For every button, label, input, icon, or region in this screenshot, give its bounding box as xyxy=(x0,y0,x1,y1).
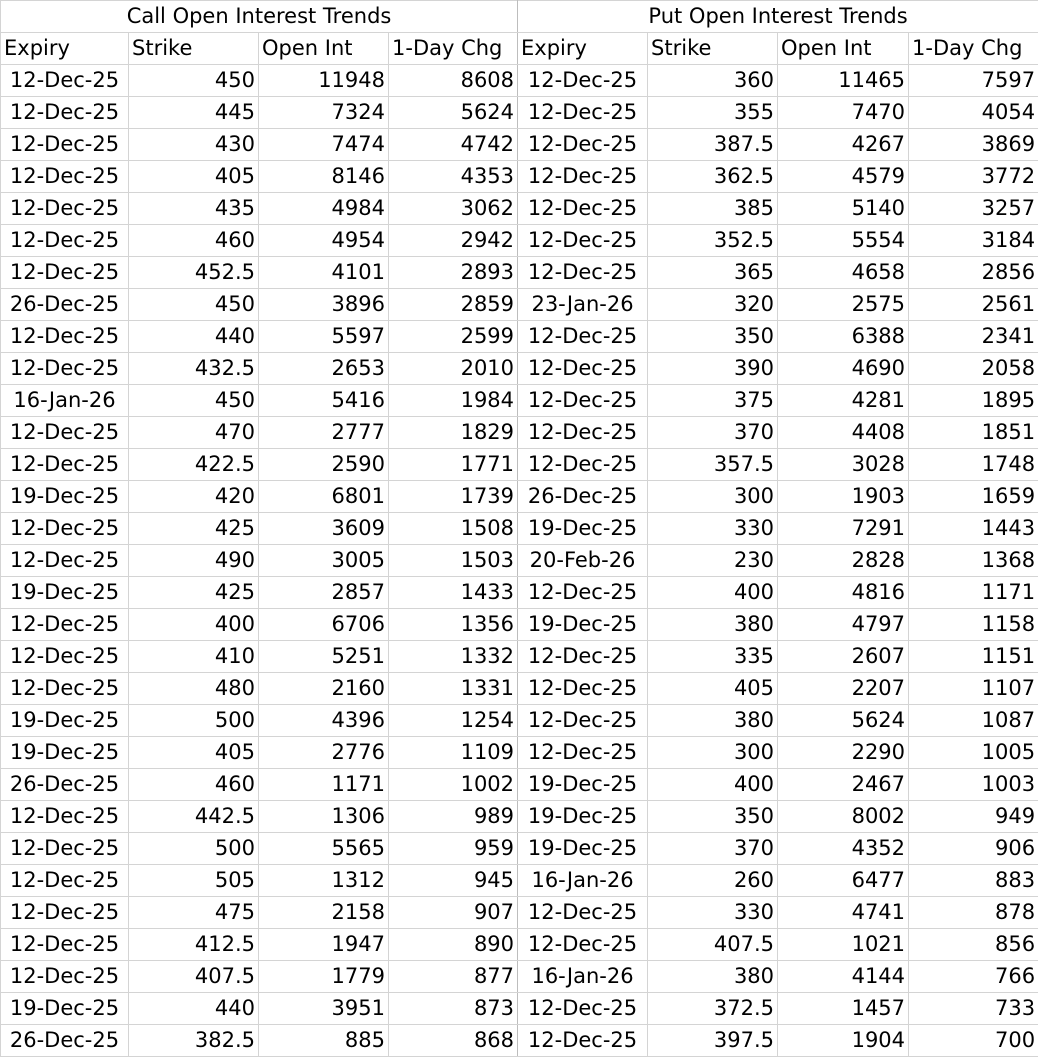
put-strike-cell[interactable]: 330 xyxy=(648,513,778,545)
call-1day-chg-cell[interactable]: 4353 xyxy=(389,161,518,193)
call-expiry-cell[interactable]: 12-Dec-25 xyxy=(1,673,129,705)
put-1day-chg-cell[interactable]: 883 xyxy=(909,865,1038,897)
call-open-int-cell[interactable]: 11948 xyxy=(259,65,389,97)
put-open-int-cell[interactable]: 4658 xyxy=(778,257,909,289)
put-strike-cell[interactable]: 350 xyxy=(648,801,778,833)
call-strike-cell[interactable]: 412.5 xyxy=(129,929,259,961)
call-strike-cell[interactable]: 505 xyxy=(129,865,259,897)
put-strike-cell[interactable]: 400 xyxy=(648,769,778,801)
put-expiry-cell[interactable]: 12-Dec-25 xyxy=(518,641,648,673)
put-open-int-cell[interactable]: 4144 xyxy=(778,961,909,993)
put-1day-chg-cell[interactable]: 2058 xyxy=(909,353,1038,385)
table-row xyxy=(1,1025,1038,1057)
call-open-int-cell[interactable]: 2590 xyxy=(259,449,389,481)
put-expiry-cell[interactable]: 12-Dec-25 xyxy=(518,1025,648,1057)
call-open-int-cell[interactable]: 5565 xyxy=(259,833,389,865)
put-1day-chg-cell[interactable]: 1659 xyxy=(909,481,1038,513)
call-expiry-cell[interactable]: 12-Dec-25 xyxy=(1,353,129,385)
put-expiry-cell[interactable]: 12-Dec-25 xyxy=(518,577,648,609)
put-strike-header[interactable]: Strike xyxy=(648,33,778,65)
put-1day-chg-cell[interactable]: 1158 xyxy=(909,609,1038,641)
put-open-int-cell[interactable]: 1904 xyxy=(778,1025,909,1057)
call-strike-cell[interactable]: 400 xyxy=(129,609,259,641)
call-open-int-cell[interactable]: 2777 xyxy=(259,417,389,449)
put-strike-cell[interactable]: 405 xyxy=(648,673,778,705)
call-strike-cell[interactable]: 440 xyxy=(129,321,259,353)
put-open-int-cell[interactable]: 6477 xyxy=(778,865,909,897)
call-1day-chg-cell[interactable]: 989 xyxy=(389,801,518,833)
put-open-int-cell[interactable]: 6388 xyxy=(778,321,909,353)
put-open-int-cell[interactable]: 4281 xyxy=(778,385,909,417)
call-strike-cell[interactable]: 430 xyxy=(129,129,259,161)
put-strike-cell[interactable]: 407.5 xyxy=(648,929,778,961)
put-open-int-cell[interactable]: 4352 xyxy=(778,833,909,865)
put-strike-cell[interactable]: 300 xyxy=(648,481,778,513)
put-1day-chg-cell[interactable]: 766 xyxy=(909,961,1038,993)
call-1day-chg-cell[interactable]: 959 xyxy=(389,833,518,865)
call-1day-chg-cell[interactable]: 1332 xyxy=(389,641,518,673)
put-open-int-cell[interactable]: 4741 xyxy=(778,897,909,929)
call-expiry-cell[interactable]: 12-Dec-25 xyxy=(1,865,129,897)
put-open-int-cell[interactable]: 7291 xyxy=(778,513,909,545)
call-1day-chg-cell[interactable]: 1739 xyxy=(389,481,518,513)
call-open-int-header[interactable]: Open Int xyxy=(259,33,389,65)
call-strike-cell[interactable]: 470 xyxy=(129,417,259,449)
put-strike-cell[interactable]: 357.5 xyxy=(648,449,778,481)
put-expiry-cell[interactable]: 26-Dec-25 xyxy=(518,481,648,513)
put-open-int-cell[interactable]: 5624 xyxy=(778,705,909,737)
put-1day-chg-cell[interactable]: 878 xyxy=(909,897,1038,929)
call-strike-cell[interactable]: 410 xyxy=(129,641,259,673)
table-row xyxy=(1,97,1038,129)
call-open-int-cell[interactable]: 5251 xyxy=(259,641,389,673)
put-strike-cell[interactable]: 387.5 xyxy=(648,129,778,161)
put-strike-cell[interactable]: 300 xyxy=(648,737,778,769)
call-expiry-cell[interactable]: 12-Dec-25 xyxy=(1,321,129,353)
table-row xyxy=(1,65,1038,97)
put-1day-chg-cell[interactable]: 1003 xyxy=(909,769,1038,801)
call-1day-chg-cell[interactable]: 5624 xyxy=(389,97,518,129)
table-row xyxy=(1,257,1038,289)
put-open-int-cell[interactable]: 5554 xyxy=(778,225,909,257)
call-strike-cell[interactable]: 405 xyxy=(129,737,259,769)
put-1day-chg-cell[interactable]: 949 xyxy=(909,801,1038,833)
put-strike-cell[interactable]: 380 xyxy=(648,609,778,641)
table-row xyxy=(1,289,1038,321)
table-row xyxy=(1,833,1038,865)
put-1day-chg-cell[interactable]: 1748 xyxy=(909,449,1038,481)
call-strike-cell[interactable]: 432.5 xyxy=(129,353,259,385)
call-open-int-cell[interactable]: 3005 xyxy=(259,545,389,577)
put-open-int-cell[interactable]: 2290 xyxy=(778,737,909,769)
put-open-int-cell[interactable]: 11465 xyxy=(778,65,909,97)
table-row xyxy=(1,129,1038,161)
call-open-int-cell[interactable]: 3896 xyxy=(259,289,389,321)
put-1day-chg-header[interactable]: 1-Day Chg xyxy=(909,33,1038,65)
put-strike-cell[interactable]: 390 xyxy=(648,353,778,385)
header-row xyxy=(1,33,1038,65)
put-1day-chg-cell[interactable]: 1851 xyxy=(909,417,1038,449)
call-1day-chg-cell[interactable]: 1109 xyxy=(389,737,518,769)
put-strike-cell[interactable]: 400 xyxy=(648,577,778,609)
call-expiry-cell[interactable]: 12-Dec-25 xyxy=(1,801,129,833)
put-open-int-cell[interactable]: 4408 xyxy=(778,417,909,449)
call-open-int-cell[interactable]: 1306 xyxy=(259,801,389,833)
call-strike-cell[interactable]: 422.5 xyxy=(129,449,259,481)
call-1day-chg-cell[interactable]: 1002 xyxy=(389,769,518,801)
call-expiry-header[interactable]: Expiry xyxy=(1,33,129,65)
table-row xyxy=(1,641,1038,673)
put-strike-cell[interactable]: 360 xyxy=(648,65,778,97)
call-open-int-cell[interactable]: 1312 xyxy=(259,865,389,897)
put-1day-chg-cell[interactable]: 1443 xyxy=(909,513,1038,545)
put-1day-chg-cell[interactable]: 1895 xyxy=(909,385,1038,417)
call-strike-cell[interactable]: 450 xyxy=(129,385,259,417)
call-expiry-cell[interactable]: 12-Dec-25 xyxy=(1,193,129,225)
put-open-int-cell[interactable]: 1457 xyxy=(778,993,909,1025)
put-open-int-cell[interactable]: 2607 xyxy=(778,641,909,673)
call-1day-chg-cell[interactable]: 873 xyxy=(389,993,518,1025)
call-1day-chg-cell[interactable]: 877 xyxy=(389,961,518,993)
put-1day-chg-cell[interactable]: 4054 xyxy=(909,97,1038,129)
call-open-int-cell[interactable]: 7324 xyxy=(259,97,389,129)
call-open-int-cell[interactable]: 5416 xyxy=(259,385,389,417)
call-expiry-cell[interactable]: 12-Dec-25 xyxy=(1,513,129,545)
put-expiry-cell[interactable]: 19-Dec-25 xyxy=(518,513,648,545)
call-expiry-cell[interactable]: 12-Dec-25 xyxy=(1,609,129,641)
call-open-int-cell[interactable]: 3951 xyxy=(259,993,389,1025)
put-expiry-cell[interactable]: 12-Dec-25 xyxy=(518,161,648,193)
call-open-int-cell[interactable]: 885 xyxy=(259,1025,389,1057)
put-strike-cell[interactable]: 370 xyxy=(648,417,778,449)
put-expiry-cell[interactable]: 12-Dec-25 xyxy=(518,353,648,385)
put-expiry-cell[interactable]: 12-Dec-25 xyxy=(518,449,648,481)
put-open-int-cell[interactable]: 2575 xyxy=(778,289,909,321)
call-open-int-cell[interactable]: 2857 xyxy=(259,577,389,609)
call-expiry-cell[interactable]: 26-Dec-25 xyxy=(1,1025,129,1057)
table-row xyxy=(1,961,1038,993)
put-strike-cell[interactable]: 355 xyxy=(648,97,778,129)
call-expiry-cell[interactable]: 12-Dec-25 xyxy=(1,545,129,577)
put-strike-cell[interactable]: 362.5 xyxy=(648,161,778,193)
call-open-int-cell[interactable]: 2160 xyxy=(259,673,389,705)
put-1day-chg-cell[interactable]: 1005 xyxy=(909,737,1038,769)
put-strike-cell[interactable]: 365 xyxy=(648,257,778,289)
put-expiry-cell[interactable]: 12-Dec-25 xyxy=(518,257,648,289)
call-open-int-cell[interactable]: 4984 xyxy=(259,193,389,225)
call-strike-cell[interactable]: 490 xyxy=(129,545,259,577)
table-row xyxy=(1,801,1038,833)
call-strike-cell[interactable]: 452.5 xyxy=(129,257,259,289)
call-strike-cell[interactable]: 420 xyxy=(129,481,259,513)
put-open-int-cell[interactable]: 2467 xyxy=(778,769,909,801)
call-1day-chg-cell[interactable]: 3062 xyxy=(389,193,518,225)
call-strike-cell[interactable]: 500 xyxy=(129,705,259,737)
call-open-int-cell[interactable]: 6801 xyxy=(259,481,389,513)
call-open-int-cell[interactable]: 2776 xyxy=(259,737,389,769)
put-expiry-cell[interactable]: 12-Dec-25 xyxy=(518,385,648,417)
call-open-int-cell[interactable]: 5597 xyxy=(259,321,389,353)
put-strike-cell[interactable]: 370 xyxy=(648,833,778,865)
call-expiry-cell[interactable]: 19-Dec-25 xyxy=(1,993,129,1025)
call-1day-chg-cell[interactable]: 2010 xyxy=(389,353,518,385)
call-expiry-cell[interactable]: 12-Dec-25 xyxy=(1,161,129,193)
put-open-int-cell[interactable]: 2828 xyxy=(778,545,909,577)
call-strike-cell[interactable]: 445 xyxy=(129,97,259,129)
put-expiry-cell[interactable]: 12-Dec-25 xyxy=(518,673,648,705)
put-expiry-cell[interactable]: 20-Feb-26 xyxy=(518,545,648,577)
put-1day-chg-cell[interactable]: 1087 xyxy=(909,705,1038,737)
table-row xyxy=(1,929,1038,961)
call-expiry-cell[interactable]: 19-Dec-25 xyxy=(1,737,129,769)
call-1day-chg-cell[interactable]: 890 xyxy=(389,929,518,961)
call-1day-chg-cell[interactable]: 2942 xyxy=(389,225,518,257)
call-expiry-cell[interactable]: 26-Dec-25 xyxy=(1,769,129,801)
call-expiry-cell[interactable]: 19-Dec-25 xyxy=(1,481,129,513)
call-expiry-cell[interactable]: 12-Dec-25 xyxy=(1,225,129,257)
put-1day-chg-cell[interactable]: 3184 xyxy=(909,225,1038,257)
call-1day-chg-cell[interactable]: 1829 xyxy=(389,417,518,449)
call-strike-cell[interactable]: 425 xyxy=(129,513,259,545)
call-strike-cell[interactable]: 435 xyxy=(129,193,259,225)
table-row xyxy=(1,577,1038,609)
put-expiry-cell[interactable]: 12-Dec-25 xyxy=(518,897,648,929)
call-expiry-cell[interactable]: 12-Dec-25 xyxy=(1,449,129,481)
call-expiry-cell[interactable]: 12-Dec-25 xyxy=(1,257,129,289)
call-section-title[interactable]: Call Open Interest Trends xyxy=(1,1,518,33)
call-expiry-cell[interactable]: 19-Dec-25 xyxy=(1,705,129,737)
table-row xyxy=(1,897,1038,929)
call-expiry-cell[interactable]: 19-Dec-25 xyxy=(1,577,129,609)
table-row xyxy=(1,769,1038,801)
put-1day-chg-cell[interactable]: 1171 xyxy=(909,577,1038,609)
call-1day-chg-cell[interactable]: 1433 xyxy=(389,577,518,609)
call-strike-cell[interactable]: 450 xyxy=(129,289,259,321)
put-expiry-cell[interactable]: 12-Dec-25 xyxy=(518,129,648,161)
put-strike-cell[interactable]: 380 xyxy=(648,961,778,993)
call-open-int-cell[interactable]: 2653 xyxy=(259,353,389,385)
call-1day-chg-cell[interactable]: 945 xyxy=(389,865,518,897)
call-1day-chg-cell[interactable]: 1331 xyxy=(389,673,518,705)
put-expiry-cell[interactable]: 16-Jan-26 xyxy=(518,961,648,993)
call-1day-chg-cell[interactable]: 4742 xyxy=(389,129,518,161)
call-expiry-cell[interactable]: 16-Jan-26 xyxy=(1,385,129,417)
put-strike-cell[interactable]: 230 xyxy=(648,545,778,577)
put-open-int-cell[interactable]: 7470 xyxy=(778,97,909,129)
put-strike-cell[interactable]: 397.5 xyxy=(648,1025,778,1057)
put-expiry-cell[interactable]: 16-Jan-26 xyxy=(518,865,648,897)
put-1day-chg-cell[interactable]: 906 xyxy=(909,833,1038,865)
call-expiry-cell[interactable]: 12-Dec-25 xyxy=(1,129,129,161)
call-strike-cell[interactable]: 480 xyxy=(129,673,259,705)
put-expiry-cell[interactable]: 12-Dec-25 xyxy=(518,417,648,449)
put-expiry-cell[interactable]: 12-Dec-25 xyxy=(518,929,648,961)
call-1day-chg-cell[interactable]: 2893 xyxy=(389,257,518,289)
title-row xyxy=(1,1,1038,33)
call-expiry-cell[interactable]: 12-Dec-25 xyxy=(1,897,129,929)
call-1day-chg-cell[interactable]: 1356 xyxy=(389,609,518,641)
put-strike-cell[interactable]: 320 xyxy=(648,289,778,321)
call-1day-chg-header[interactable]: 1-Day Chg xyxy=(389,33,518,65)
call-strike-cell[interactable]: 442.5 xyxy=(129,801,259,833)
call-open-int-cell[interactable]: 1171 xyxy=(259,769,389,801)
call-1day-chg-cell[interactable]: 1254 xyxy=(389,705,518,737)
put-strike-cell[interactable]: 375 xyxy=(648,385,778,417)
call-expiry-cell[interactable]: 12-Dec-25 xyxy=(1,961,129,993)
table-row xyxy=(1,417,1038,449)
put-expiry-cell[interactable]: 23-Jan-26 xyxy=(518,289,648,321)
put-open-int-cell[interactable]: 4816 xyxy=(778,577,909,609)
put-expiry-cell[interactable]: 19-Dec-25 xyxy=(518,609,648,641)
put-1day-chg-cell[interactable]: 1368 xyxy=(909,545,1038,577)
put-1day-chg-cell[interactable]: 2341 xyxy=(909,321,1038,353)
call-strike-cell[interactable]: 440 xyxy=(129,993,259,1025)
table-row xyxy=(1,225,1038,257)
call-open-int-cell[interactable]: 7474 xyxy=(259,129,389,161)
call-1day-chg-cell[interactable]: 868 xyxy=(389,1025,518,1057)
call-strike-cell[interactable]: 405 xyxy=(129,161,259,193)
table-row xyxy=(1,193,1038,225)
call-open-int-cell[interactable]: 4954 xyxy=(259,225,389,257)
put-expiry-cell[interactable]: 19-Dec-25 xyxy=(518,769,648,801)
call-strike-cell[interactable]: 475 xyxy=(129,897,259,929)
put-open-int-cell[interactable]: 3028 xyxy=(778,449,909,481)
call-1day-chg-cell[interactable]: 1503 xyxy=(389,545,518,577)
call-expiry-cell[interactable]: 12-Dec-25 xyxy=(1,929,129,961)
put-open-int-cell[interactable]: 1021 xyxy=(778,929,909,961)
put-expiry-cell[interactable]: 12-Dec-25 xyxy=(518,97,648,129)
put-strike-cell[interactable]: 330 xyxy=(648,897,778,929)
put-expiry-cell[interactable]: 12-Dec-25 xyxy=(518,737,648,769)
put-open-int-cell[interactable]: 1903 xyxy=(778,481,909,513)
call-strike-cell[interactable]: 407.5 xyxy=(129,961,259,993)
table-row xyxy=(1,321,1038,353)
put-strike-cell[interactable]: 372.5 xyxy=(648,993,778,1025)
put-strike-cell[interactable]: 260 xyxy=(648,865,778,897)
call-1day-chg-cell[interactable]: 8608 xyxy=(389,65,518,97)
put-1day-chg-cell[interactable]: 700 xyxy=(909,1025,1038,1057)
call-open-int-cell[interactable]: 6706 xyxy=(259,609,389,641)
put-strike-cell[interactable]: 380 xyxy=(648,705,778,737)
call-strike-cell[interactable]: 500 xyxy=(129,833,259,865)
put-1day-chg-cell[interactable]: 1151 xyxy=(909,641,1038,673)
put-1day-chg-cell[interactable]: 1107 xyxy=(909,673,1038,705)
put-open-int-cell[interactable]: 4690 xyxy=(778,353,909,385)
put-open-int-header[interactable]: Open Int xyxy=(778,33,909,65)
put-open-int-cell[interactable]: 4267 xyxy=(778,129,909,161)
call-expiry-cell[interactable]: 12-Dec-25 xyxy=(1,833,129,865)
table-row xyxy=(1,161,1038,193)
call-1day-chg-cell[interactable]: 907 xyxy=(389,897,518,929)
call-open-int-cell[interactable]: 1947 xyxy=(259,929,389,961)
put-1day-chg-cell[interactable]: 856 xyxy=(909,929,1038,961)
call-expiry-cell[interactable]: 26-Dec-25 xyxy=(1,289,129,321)
put-strike-cell[interactable]: 385 xyxy=(648,193,778,225)
table-row xyxy=(1,385,1038,417)
put-strike-cell[interactable]: 352.5 xyxy=(648,225,778,257)
call-1day-chg-cell[interactable]: 1771 xyxy=(389,449,518,481)
call-expiry-cell[interactable]: 12-Dec-25 xyxy=(1,417,129,449)
table-row xyxy=(1,865,1038,897)
table-row xyxy=(1,673,1038,705)
put-expiry-cell[interactable]: 19-Dec-25 xyxy=(518,801,648,833)
call-expiry-cell[interactable]: 12-Dec-25 xyxy=(1,65,129,97)
call-open-int-cell[interactable]: 3609 xyxy=(259,513,389,545)
table-row xyxy=(1,993,1038,1025)
table-row xyxy=(1,353,1038,385)
table-row xyxy=(1,449,1038,481)
put-expiry-cell[interactable]: 12-Dec-25 xyxy=(518,705,648,737)
call-strike-cell[interactable]: 460 xyxy=(129,225,259,257)
put-strike-cell[interactable]: 350 xyxy=(648,321,778,353)
put-expiry-cell[interactable]: 12-Dec-25 xyxy=(518,225,648,257)
call-expiry-cell[interactable]: 12-Dec-25 xyxy=(1,641,129,673)
table-row xyxy=(1,545,1038,577)
put-expiry-cell[interactable]: 12-Dec-25 xyxy=(518,321,648,353)
call-1day-chg-cell[interactable]: 2859 xyxy=(389,289,518,321)
call-strike-cell[interactable]: 460 xyxy=(129,769,259,801)
table-row xyxy=(1,609,1038,641)
put-expiry-cell[interactable]: 12-Dec-25 xyxy=(518,65,648,97)
put-strike-cell[interactable]: 335 xyxy=(648,641,778,673)
table-row xyxy=(1,737,1038,769)
put-open-int-cell[interactable]: 4579 xyxy=(778,161,909,193)
call-1day-chg-cell[interactable]: 1984 xyxy=(389,385,518,417)
table-row xyxy=(1,481,1038,513)
put-open-int-cell[interactable]: 8002 xyxy=(778,801,909,833)
put-1day-chg-cell[interactable]: 2856 xyxy=(909,257,1038,289)
put-expiry-header[interactable]: Expiry xyxy=(518,33,648,65)
put-1day-chg-cell[interactable]: 7597 xyxy=(909,65,1038,97)
table-row xyxy=(1,705,1038,737)
put-expiry-cell[interactable]: 19-Dec-25 xyxy=(518,833,648,865)
call-open-int-cell[interactable]: 1779 xyxy=(259,961,389,993)
call-strike-cell[interactable]: 425 xyxy=(129,577,259,609)
put-open-int-cell[interactable]: 4797 xyxy=(778,609,909,641)
put-section-title[interactable]: Put Open Interest Trends xyxy=(518,1,1038,33)
put-1day-chg-cell[interactable]: 3772 xyxy=(909,161,1038,193)
call-open-int-cell[interactable]: 2158 xyxy=(259,897,389,929)
put-expiry-cell[interactable]: 12-Dec-25 xyxy=(518,193,648,225)
put-expiry-cell[interactable]: 12-Dec-25 xyxy=(518,993,648,1025)
call-strike-header[interactable]: Strike xyxy=(129,33,259,65)
call-open-int-cell[interactable]: 8146 xyxy=(259,161,389,193)
put-1day-chg-cell[interactable]: 2561 xyxy=(909,289,1038,321)
table-row xyxy=(1,513,1038,545)
call-expiry-cell[interactable]: 12-Dec-25 xyxy=(1,97,129,129)
put-open-int-cell[interactable]: 2207 xyxy=(778,673,909,705)
call-1day-chg-cell[interactable]: 2599 xyxy=(389,321,518,353)
call-1day-chg-cell[interactable]: 1508 xyxy=(389,513,518,545)
put-open-int-cell[interactable]: 5140 xyxy=(778,193,909,225)
call-strike-cell[interactable]: 450 xyxy=(129,65,259,97)
put-1day-chg-cell[interactable]: 3257 xyxy=(909,193,1038,225)
call-open-int-cell[interactable]: 4396 xyxy=(259,705,389,737)
put-1day-chg-cell[interactable]: 733 xyxy=(909,993,1038,1025)
put-1day-chg-cell[interactable]: 3869 xyxy=(909,129,1038,161)
call-strike-cell[interactable]: 382.5 xyxy=(129,1025,259,1057)
call-open-int-cell[interactable]: 4101 xyxy=(259,257,389,289)
